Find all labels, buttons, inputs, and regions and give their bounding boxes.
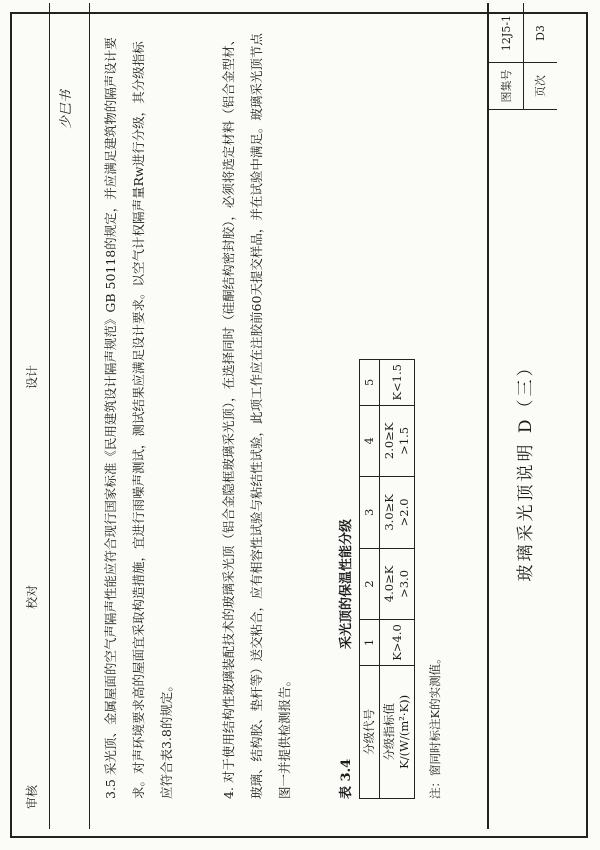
sheet-frame	[10, 12, 588, 838]
sig-divider	[49, 3, 50, 829]
table-cell: 1	[360, 620, 380, 666]
table-cell: 2.0≥K >1.5	[380, 405, 415, 477]
table-3-4-title: 采光顶的保温性能分级	[339, 518, 354, 649]
title-block	[487, 3, 557, 829]
sig-label-review: 审核	[25, 784, 39, 809]
table-cell: K<1.5	[380, 360, 415, 406]
table-3-4-note: 注：窗同时标注K的实测值。	[428, 652, 442, 799]
signature-strip	[15, 3, 90, 829]
table-cell: 5	[360, 360, 380, 406]
table-3-4	[359, 359, 415, 799]
para-3-5: 3.5 采光顶、金属屋面的空气声隔声性能应符合现行国家标准《民用建筑设计隔声规范》GB 50118的规定，并应满足建筑物的隔声设计要求。对声环境要求高的屋面宜采取构造措施，宜进行雨噪声测试，测试结果应满足设计要求。以空气计权隔声量Rw进行分级，其分级指标应符合表3.8的规定。	[103, 37, 174, 799]
table-cell: K>4.0	[380, 620, 415, 666]
table-cell: 3	[360, 477, 380, 549]
table-cell: 分级代号	[360, 665, 380, 798]
sheet-title: 玻璃采光顶说明 D（三）	[515, 356, 536, 582]
rotated-content	[15, 3, 557, 829]
sig-label-check: 校对	[25, 584, 39, 609]
table-cell: 4.0≥K >3.0	[380, 548, 415, 620]
page-label: 页次	[534, 75, 547, 97]
table-3-4-caption: 表 3.4	[339, 758, 354, 799]
page-value: D3	[533, 25, 547, 41]
table-cell: 3.0≥K >2.0	[380, 477, 415, 549]
atlas-value: 12J5-1	[499, 14, 513, 52]
title-block-right	[489, 3, 557, 110]
para-4: 4. 对于使用结构性玻璃装配技术的玻璃采光顶（铝合金隐框玻璃采光顶），在选择同时（硅酮结构密封胶），必须将选定材料（铝合金型材、玻璃、结构胶、垫杆等）送交粘合，应有相容性试验与粘结性试验，此项工作应在注胶前60天提交样品，并在试验中满足。玻璃采光顶节点图一并提供检测报告。	[221, 33, 292, 799]
sig-label-design: 设计	[25, 364, 39, 389]
table-row	[380, 360, 415, 799]
table-cell: 4	[360, 405, 380, 477]
designer-signature: 少巳书	[59, 89, 74, 129]
table-cell: 分级指标值 K/(W/(m²·K))	[380, 665, 415, 798]
table-row	[360, 360, 380, 799]
table-cell: 2	[360, 548, 380, 620]
atlas-label: 图集号	[500, 69, 513, 103]
